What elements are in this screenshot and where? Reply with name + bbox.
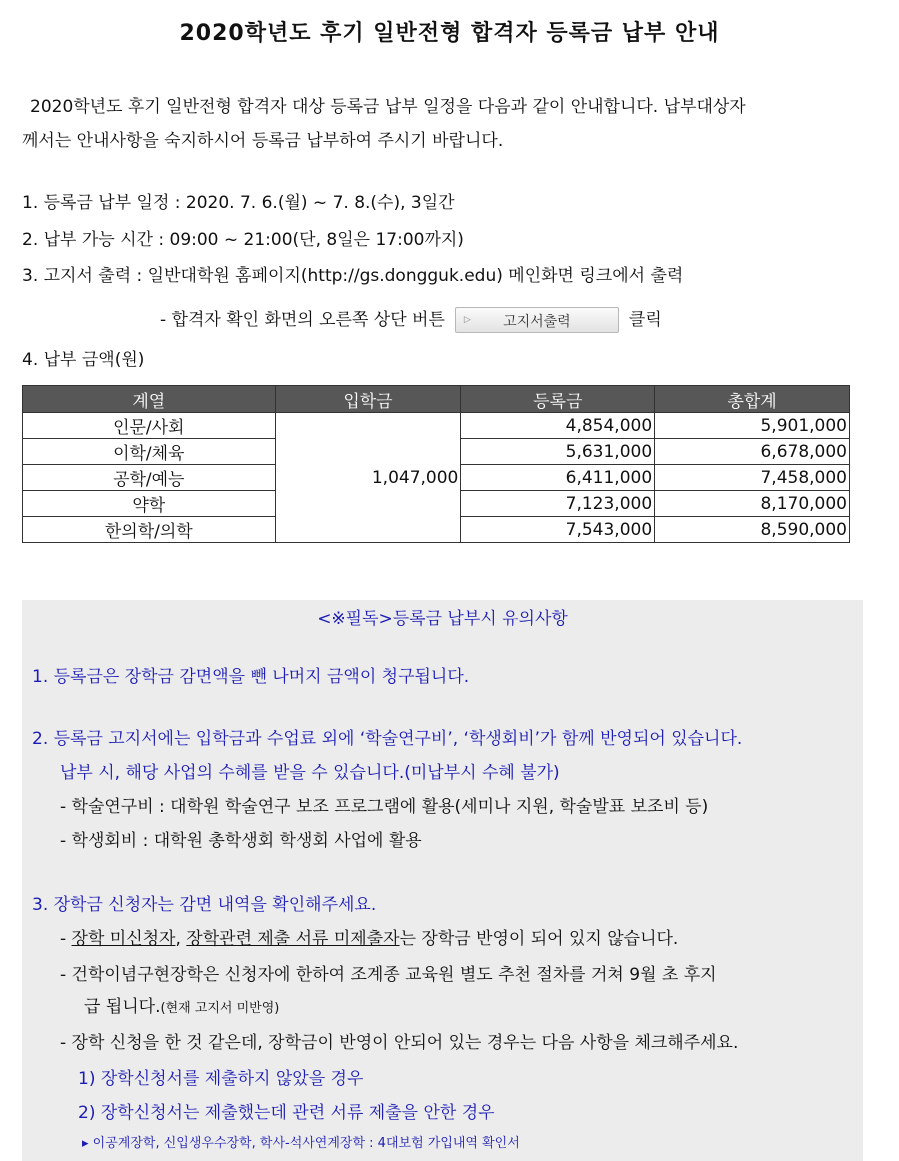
item-payment-amount: 4. 납부 금액(원) bbox=[22, 350, 145, 370]
header-field: 계열 bbox=[23, 386, 276, 413]
fee-table bbox=[22, 385, 850, 543]
comma: , bbox=[175, 929, 187, 949]
notice-item-3-check: - 장학 신청을 한 것 같은데, 장학금이 반영이 안되어 있는 경우는 다음 사항을 체크해주세요. bbox=[60, 1033, 739, 1053]
notice-item-3-case-1: 1) 장학신청서를 제출하지 않았을 경우 bbox=[78, 1069, 364, 1089]
notice-item-3-case-2-note: ▸ 이공계장학, 신입생우수장학, 학사-석사연계장학 : 4대보험 가입내역 확인서 bbox=[82, 1136, 520, 1151]
notice-item-3-founding-scholarship-line-2 bbox=[84, 992, 279, 1017]
notice-item-1: 1. 등록금은 장학금 감면액을 뺀 나머지 금액이 청구됩니다. bbox=[32, 667, 470, 687]
founding-line-2-text: 급 됩니다. bbox=[84, 997, 161, 1017]
notice-item-3: 3. 장학금 신청자는 감면 내역을 확인해주세요. bbox=[32, 895, 377, 915]
field-cell: 공학/예능 bbox=[23, 465, 276, 491]
tuition-cell: 5,631,000 bbox=[461, 439, 655, 465]
item-payment-period: 1. 등록금 납부 일정 : 2020. 7. 6.(월) ~ 7. 8.(수), 3일간 bbox=[22, 193, 455, 213]
print-bill-button[interactable] bbox=[455, 307, 619, 333]
play-arrow-icon: ▷ bbox=[463, 315, 471, 325]
total-cell: 8,170,000 bbox=[655, 491, 850, 517]
notice-item-2-line-2: 납부 시, 해당 사업의 수혜를 받을 수 있습니다.(미납부시 수혜 불가) bbox=[60, 763, 560, 783]
page-title: 2020학년도 후기 일반전형 합격자 등록금 납부 안내 bbox=[179, 21, 720, 46]
admission-fee-cell: 1,047,000 bbox=[275, 413, 461, 543]
intro-line-1: 2020학년도 후기 일반전형 합격자 대상 등록금 납부 일정을 다음과 같이 안내합니다. 납부대상자 bbox=[30, 97, 746, 117]
notice-item-2-research-fee: - 학술연구비 : 대학원 학술연구 보조 프로그램에 활용(세미나 지원, 학술발표 보조비 등) bbox=[60, 797, 709, 817]
header-tuition: 등록금 bbox=[461, 386, 655, 413]
underlined-unapplied: 장학 미신청자 bbox=[71, 929, 176, 949]
item-payment-hours: 2. 납부 가능 시간 : 09:00 ~ 21:00(단, 8일은 17:00까지) bbox=[22, 230, 464, 250]
unapplied-rest: 는 장학금 반영이 되어 있지 않습니다. bbox=[399, 929, 679, 949]
underlined-unsubmitted: 장학관련 제출 서류 미제출자 bbox=[186, 929, 400, 949]
header-total: 총합계 bbox=[655, 386, 850, 413]
print-bill-button-label: 고지서출력 bbox=[503, 314, 571, 330]
intro-line-2: 께서는 안내사항을 숙지하시어 등록금 납부하여 주시기 바랍니다. bbox=[22, 131, 504, 151]
item-bill-print-instruction bbox=[160, 305, 662, 333]
notice-box bbox=[22, 600, 863, 1161]
notice-title: <※필독>등록금 납부시 유의사항 bbox=[317, 609, 568, 629]
field-cell: 이학/체육 bbox=[23, 439, 276, 465]
founding-note: (현재 고지서 미반영) bbox=[160, 1001, 280, 1016]
tuition-cell: 7,543,000 bbox=[461, 517, 655, 543]
tuition-cell: 4,854,000 bbox=[461, 413, 655, 439]
total-cell: 7,458,000 bbox=[655, 465, 850, 491]
total-cell: 5,901,000 bbox=[655, 413, 850, 439]
header-admission-fee: 입학금 bbox=[275, 386, 461, 413]
notice-item-3-case-2: 2) 장학신청서는 제출했는데 관련 서류 제출을 안한 경우 bbox=[78, 1103, 495, 1123]
fee-table-header bbox=[23, 386, 850, 413]
notice-item-3-founding-scholarship: - 건학이념구현장학은 신청자에 한하여 조계종 교육원 별도 추천 절차를 거쳐 9월 초 후지 bbox=[60, 965, 717, 985]
dash: - bbox=[60, 929, 72, 949]
tuition-cell: 6,411,000 bbox=[461, 465, 655, 491]
notice-item-3-unapplied bbox=[60, 924, 678, 949]
intro-paragraph bbox=[22, 90, 872, 158]
field-cell: 인문/사회 bbox=[23, 413, 276, 439]
instruction-suffix: 클릭 bbox=[628, 310, 662, 330]
instruction-prefix: - 합격자 확인 화면의 오른쪽 상단 버튼 bbox=[160, 310, 445, 330]
total-cell: 8,590,000 bbox=[655, 517, 850, 543]
table-row bbox=[23, 413, 850, 439]
total-cell: 6,678,000 bbox=[655, 439, 850, 465]
item-bill-print: 3. 고지서 출력 : 일반대학원 홈페이지(http://gs.dongguk.edu) 메인화면 링크에서 출력 bbox=[22, 266, 684, 286]
tuition-cell: 7,123,000 bbox=[461, 491, 655, 517]
field-cell: 한의학/의학 bbox=[23, 517, 276, 543]
notice-item-2: 2. 등록금 고지서에는 입학금과 수업료 외에 ‘학술연구비’, ‘학생회비’가 함께 반영되어 있습니다. bbox=[32, 729, 743, 749]
notice-item-2-student-fee: - 학생회비 : 대학원 총학생회 학생회 사업에 활용 bbox=[60, 831, 422, 851]
field-cell: 약학 bbox=[23, 491, 276, 517]
